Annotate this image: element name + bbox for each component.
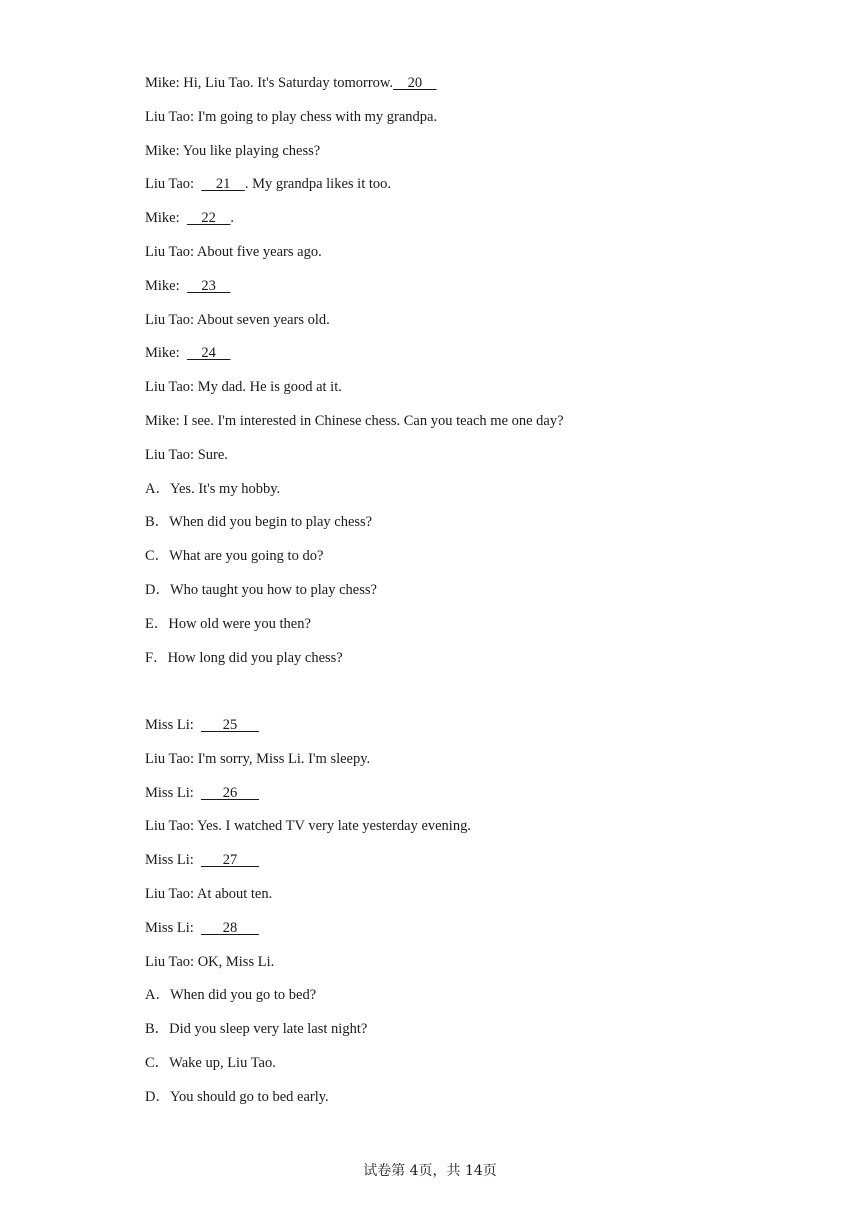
- dialogue-line: [145, 919, 259, 937]
- dialogue-text: [180, 210, 187, 226]
- answer-option: D．You should go to bed early.: [145, 1088, 329, 1105]
- speaker-label: Liu Tao:: [145, 379, 195, 396]
- dialogue-text: I see. I'm interested in Chinese chess. Can you teach me one day?: [179, 413, 564, 429]
- dialogue-line: [145, 311, 330, 329]
- dialogue-text-after: .: [230, 210, 235, 227]
- answer-blank: 27: [201, 852, 259, 869]
- dialogue-line: [145, 750, 370, 768]
- dialogue-text: Sure.: [194, 446, 228, 463]
- speaker-label: Liu Tao:: [145, 818, 195, 835]
- dialogue-text: I'm sorry, Miss Li. I'm sleepy.: [194, 750, 371, 767]
- dialogue-line: [145, 378, 342, 396]
- answer-blank: 21: [201, 176, 245, 193]
- dialogue-text: [180, 278, 187, 294]
- dialogue-text: My dad. He is good at it.: [194, 379, 342, 396]
- dialogue-line: [145, 277, 230, 295]
- answer-blank: 25: [201, 717, 259, 733]
- dialogue-text: [194, 920, 201, 936]
- speaker-label: Miss Li:: [145, 784, 194, 801]
- speaker-label: Liu Tao:: [145, 446, 195, 463]
- speaker-label: Miss Li:: [145, 919, 194, 936]
- answer-option: B．When did you begin to play chess?: [145, 514, 373, 531]
- dialogue-line: [145, 817, 471, 835]
- answer-option: B．Did you sleep very late last night?: [145, 1021, 368, 1038]
- speaker-label: Mike:: [145, 142, 180, 159]
- speaker-label: Miss Li:: [145, 852, 194, 869]
- page-footer: 试卷第 4页，共 14页: [363, 1163, 497, 1179]
- dialogue-line: [145, 74, 437, 92]
- speaker-label: Liu Tao:: [145, 244, 195, 260]
- dialogue-line: [145, 175, 391, 193]
- dialogue-text: [194, 852, 201, 868]
- answer-option: F．How long did you play chess?: [145, 649, 343, 666]
- answer-option: A．When did you go to bed?: [145, 987, 317, 1004]
- answer-option: E．How old were you then?: [145, 615, 311, 632]
- answer-blank: 20: [393, 75, 437, 91]
- dialogue-line: [145, 784, 259, 802]
- speaker-label: Liu Tao:: [145, 953, 195, 970]
- dialogue-text: [194, 176, 201, 192]
- dialogue-text: About seven years old.: [194, 311, 330, 328]
- answer-option: C．Wake up, Liu Tao.: [145, 1055, 276, 1071]
- dialogue-line: [145, 344, 230, 362]
- dialogue-text-after: . My grandpa likes it too.: [244, 176, 392, 193]
- dialogue-line: [145, 108, 437, 126]
- dialogue-line: [145, 209, 234, 227]
- answer-option: D．Who taught you how to play chess?: [145, 582, 377, 598]
- dialogue-text: Hi, Liu Tao. It's Saturday tomorrow.: [179, 75, 394, 91]
- dialogue-line: [145, 851, 259, 869]
- answer-blank: 26: [201, 784, 259, 801]
- speaker-label: Miss Li:: [145, 717, 194, 733]
- speaker-label: Liu Tao:: [145, 176, 195, 193]
- dialogue-text: At about ten.: [194, 886, 273, 902]
- dialogue-line: [145, 716, 259, 734]
- speaker-label: Mike:: [145, 345, 180, 362]
- dialogue-text: [180, 345, 187, 361]
- dialogue-text: I'm going to play chess with my grandpa.: [194, 108, 438, 125]
- answer-option: C．What are you going to do?: [145, 548, 324, 565]
- dialogue-line: [145, 953, 274, 971]
- speaker-label: Liu Tao:: [145, 108, 195, 125]
- dialogue-line: [145, 142, 320, 160]
- speaker-label: Mike:: [145, 413, 180, 429]
- speaker-label: Mike:: [145, 210, 180, 227]
- speaker-label: Mike:: [145, 277, 180, 294]
- dialogue-text: About five years ago.: [194, 244, 322, 260]
- dialogue-text: Yes. I watched TV very late yesterday evening.: [194, 818, 471, 835]
- dialogue-text: [194, 785, 201, 801]
- speaker-label: Mike:: [145, 75, 180, 91]
- answer-blank: 24: [186, 345, 231, 362]
- dialogue-text: You like playing chess?: [179, 142, 321, 159]
- speaker-label: Liu Tao:: [145, 886, 195, 902]
- dialogue-text: [194, 717, 201, 733]
- dialogue-line: [145, 243, 322, 261]
- answer-blank: 28: [201, 919, 259, 936]
- dialogue-line: [145, 412, 564, 430]
- answer-option: A．Yes. It's my hobby.: [145, 480, 281, 497]
- dialogue-line: [145, 885, 272, 903]
- dialogue-text: OK, Miss Li.: [194, 953, 275, 970]
- dialogue-line: [145, 446, 228, 464]
- speaker-label: Liu Tao:: [145, 750, 195, 767]
- answer-blank: 22: [186, 210, 231, 227]
- speaker-label: Liu Tao:: [145, 311, 195, 328]
- answer-blank: 23: [186, 277, 231, 294]
